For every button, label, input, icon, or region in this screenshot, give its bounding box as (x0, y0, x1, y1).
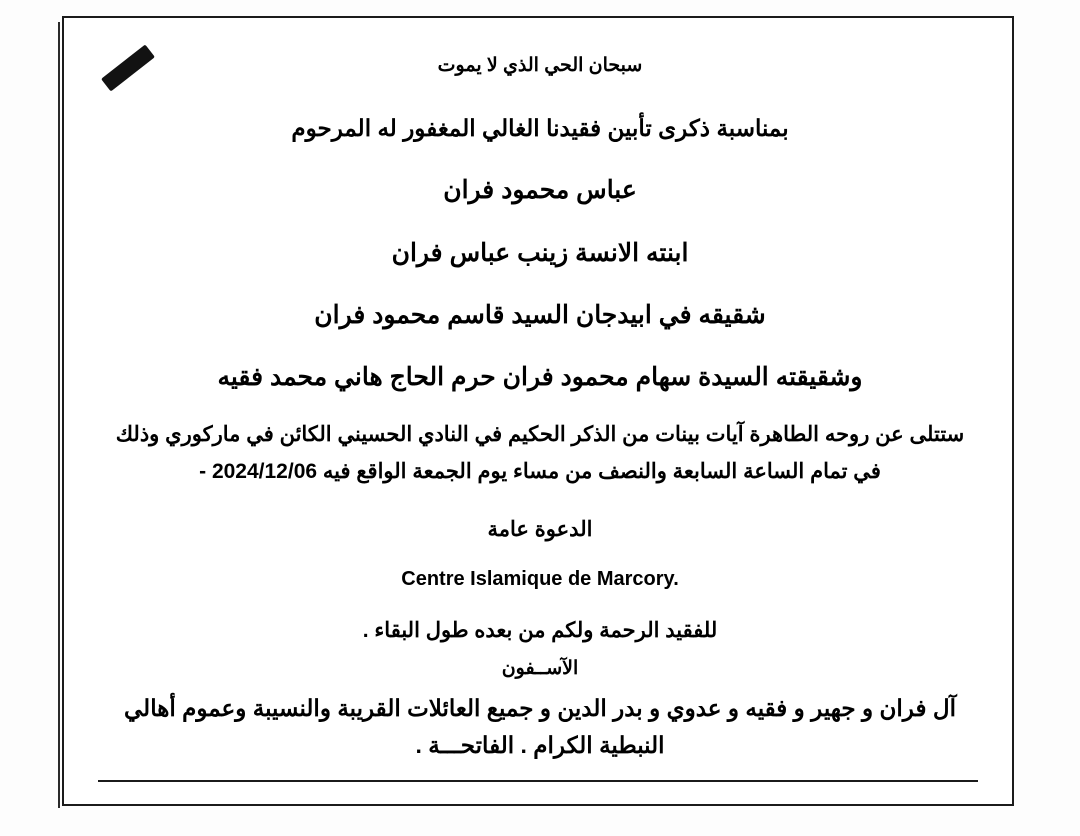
basmala-text: سبحان الحي الذي لا يموت (437, 55, 643, 76)
venue-name-french: Centre Islamique de Marcory. (401, 568, 679, 591)
relative-sister: وشقيقته السيدة سهام محمود فران حرم الحاج هاني محمد فقيه (217, 363, 863, 392)
bottom-divider (98, 780, 978, 782)
occasion-text: بمناسبة ذكرى تأبين فقيدنا الغالي المغفور له المرحوم (291, 114, 789, 141)
relative-brother: شقيقه في ابيدجان السيد قاسم محمود فران (314, 300, 766, 329)
condolence-text: للفقيد الرحمة ولكم من بعده طول البقاء . (362, 619, 718, 643)
invitation-text: الدعوة عامة (487, 517, 593, 541)
event-details: ستتلى عن روحه الطاهرة آيات بينات من الذكر الحكيم في النادي الحسيني الكائن في ماركوري وذلك في تمام الساعة السابعة والنصف من مساء يوم الجمعة الواقع فيه 2024/12/06 - (115, 423, 965, 484)
signature-label: الآســفون (501, 657, 579, 679)
families-list: آل فران و جهير و فقيه و عدوي و بدر الدين و جميع العائلات القريبة والنسيبة وعموم أهالي النبطية الكرام . الفاتحـــة . (124, 695, 956, 759)
relative-daughter: ابنته الانسة زينب عباس فران (391, 238, 689, 267)
announcement-sheet (62, 16, 1014, 806)
announcement-content (64, 18, 1016, 808)
deceased-name: عباس محمود فران (443, 176, 637, 205)
